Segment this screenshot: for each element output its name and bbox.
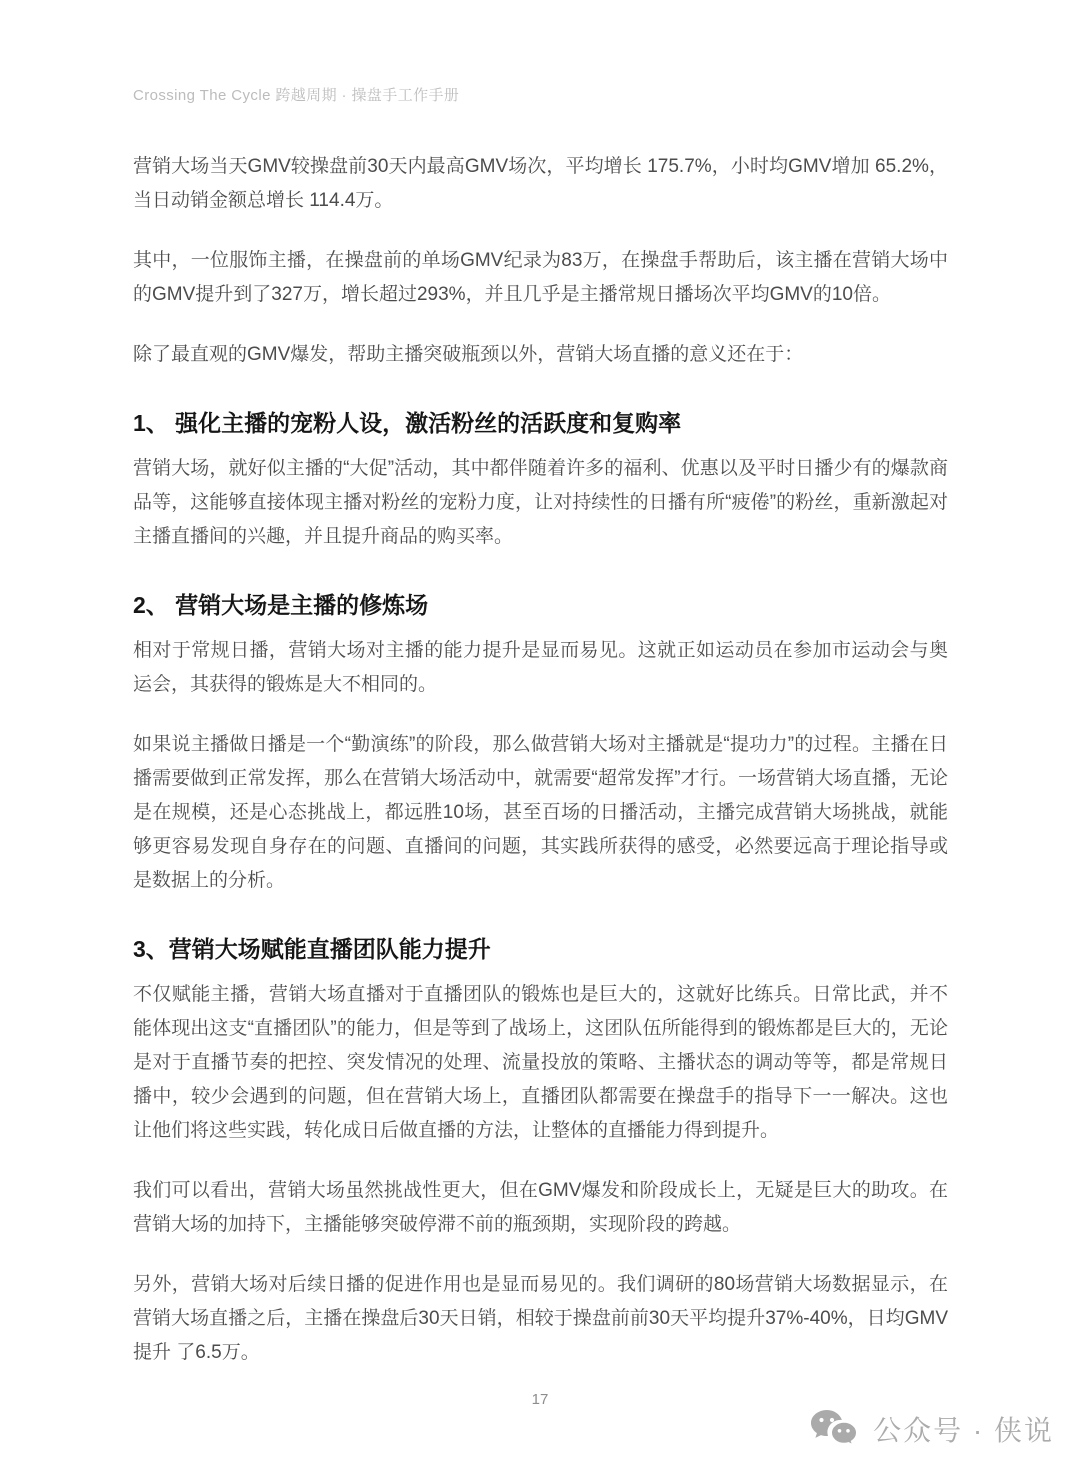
- paragraph-section3-body-3: 另外，营销大场对后续日播的促进作用也是显而易见的。我们调研的80场营销大场数据显示，在营销大场直播之后，主播在操盘后30天日销，相较于操盘前前30天平均提升37%-40%，日均GMV提升 了6.5万。: [133, 1274, 948, 1363]
- wechat-icon: [809, 1408, 859, 1450]
- paragraph-intro-meaning: 除了最直观的GMV爆发，帮助主播突破瓶颈以外，营销大场直播的意义还在于：: [133, 344, 804, 365]
- paragraph-section3-body-1: 不仅赋能主播，营销大场直播对于直播团队的锻炼也是巨大的，这就好比练兵。日常比武，并不能体现出这支“直播团队”的能力，但是等到了战场上，这团队伍所能得到的锻炼都是巨大的，无论是对于直播节奏的把控、突发情况的处理、流量投放的策略、主播状态的调动等等，都是常规日播中，较少会遇到的问题，但在营销大场上，直播团队都需要在操盘手的指导下一一解决。这也让他们将这些实践，转化成日后做直播的方法，让整体的直播能力得到提升。: [133, 984, 948, 1141]
- watermark: [809, 1408, 1054, 1450]
- paragraph-gmv-stats: 营销大场当天GMV较操盘前30天内最高GMV场次，平均增长 175.7%，小时均GMV增加 65.2%，当日动销金额总增长 114.4万。: [133, 156, 948, 211]
- page-number: 17: [531, 1391, 549, 1408]
- section-heading-1: 1、 强化主播的宠粉人设，激活粉丝的活跃度和复购率: [133, 410, 682, 436]
- paragraph-case-anchor: 其中，一位服饰主播，在操盘前的单场GMV纪录为83万，在操盘手帮助后，该主播在营销大场中的GMV提升到了327万，增长超过293%，并且几乎是主播常规日播场次平均GMV的10倍。: [133, 250, 948, 305]
- section-heading-2: 2、 营销大场是主播的修炼场: [133, 592, 429, 618]
- paragraph-section3-body-2: 我们可以看出，营销大场虽然挑战性更大，但在GMV爆发和阶段成长上，无疑是巨大的助攻。在营销大场的加持下，主播能够突破停滞不前的瓶颈期，实现阶段的跨越。: [133, 1180, 948, 1235]
- watermark-text: 公众号 · 侠说: [873, 1415, 1054, 1446]
- document-body: [133, 150, 948, 1396]
- paragraph-section1-body: 营销大场，就好似主播的“大促”活动，其中都伴随着许多的福利、优惠以及平时日播少有的爆款商品等，这能够直接体现主播对粉丝的宠粉力度，让对持续性的日播有所“疲倦”的粉丝，重新激起对主播直播间的兴趣，并且提升商品的购买率。: [133, 458, 948, 547]
- paragraph-section2-body-2: 如果说主播做日播是一个“勤演练”的阶段，那么做营销大场对主播就是“提功力”的过程。主播在日播需要做到正常发挥，那么在营销大场活动中，就需要“超常发挥”才行。一场营销大场直播，无论是在规模，还是心态挑战上，都远胜10场，甚至百场的日播活动，主播完成营销大场挑战，就能够更容易发现自身存在的问题、直播间的问题，其实践所获得的感受，必然要远高于理论指导或是数据上的分析。: [133, 734, 948, 891]
- document-header-title: Crossing The Cycle 跨越周期 · 操盘手工作手册: [133, 87, 460, 104]
- section-heading-3: 3、营销大场赋能直播团队能力提升: [133, 936, 491, 962]
- paragraph-section2-body-1: 相对于常规日播，营销大场对主播的能力提升是显而易见。这就正如运动员在参加市运动会与奥运会，其获得的锻炼是大不相同的。: [133, 640, 948, 695]
